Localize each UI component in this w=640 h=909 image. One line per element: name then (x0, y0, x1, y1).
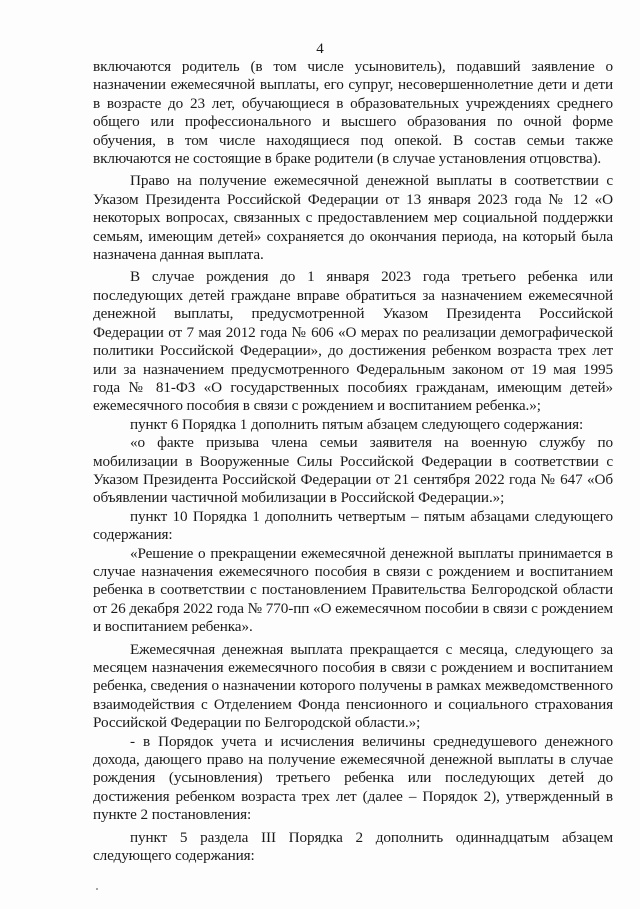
paragraph-termination-decision: «Решение о прекращении ежемесячной денежной выплаты принимается в случае назначения ежемесячного пособия в связи с рождением и воспитанием ребенка в соответствии с постановлением Правительства Белгородской области от 26 декабря 2022 года № 770-пп «О ежемесячном пособии в связи с рождением и воспитанием ребенка». (93, 544, 613, 636)
document-body (93, 58, 613, 865)
scan-speck (96, 888, 98, 890)
paragraph-right-to-payment: Право на получение ежемесячной денежной выплаты в соответствии с Указом Президента Российской Федерации от 13 января 2023 года № 12 «О некоторых вопросах, связанных с предоставлением мер социальной поддержки семьям, имеющим детей» сохраняется до окончания периода, на который была назначена данная выплата. (93, 172, 613, 264)
page-number: 4 (316, 41, 324, 57)
paragraph-family-composition: включаются родитель (в том числе усыновитель), подавший заявление о назначении ежемесячной выплаты, его супруг, несовершеннолетние дети и дети в возрасте до 23 лет, обучающиеся в образовательных учреждениях среднего общего или профессионального и высшего образования по очной форме обучения, в том числе находящиеся под опекой. В состав семьи также включаются не состоящие в браке родители (в случае установления отцовства). (93, 58, 613, 168)
paragraph-mobilization: «о факте призыва члена семьи заявителя на военную службу по мобилизации в Вооруженные Силы Российской Федерации в соответствии с Указом Президента Российской Федерации от 21 сентября 2022 года № 647 «Об объявлении частичной мобилизации в Российской Федерации.»; (93, 434, 613, 507)
paragraph-third-child-birth: В случае рождения до 1 января 2023 года третьего ребенка или последующих детей граждане вправе обратиться за назначением ежемесячной денежной выплаты, предусмотренной Указом Президента Российской Федерации от 7 мая 2012 года № 606 «О мерах по реализации демографической политики Российской Федерации», до достижения ребенком возраста трех лет или за назначением предусмотренного Федеральным законом от 19 мая 1995 года № 81-ФЗ «О государственных пособиях гражданам, имеющим детей» ежемесячного пособия в связи с рождением и воспитанием ребенка.»; (93, 268, 613, 415)
paragraph-point-6-amendment: пункт 6 Порядка 1 дополнить пятым абзацем следующего содержания: (130, 415, 584, 433)
paragraph-payment-termination: Ежемесячная денежная выплата прекращается с месяца, следующего за месяцем назначения ежемесячного пособия в связи с рождением и воспитанием ребенка, сведения о назначении которого получены в рамках межведомственного взаимодействия с Отделением Фонда пенсионного и социального страхования Российской Федерации по Белгородской области.»; (93, 640, 613, 732)
paragraph-point-10-amendment: пункт 10 Порядка 1 дополнить четвертым – пятым абзацами следующего содержания: (93, 507, 613, 544)
paragraph-point-5-amendment: пункт 5 раздела III Порядка 2 дополнить одиннадцатым абзацем следующего содержания: (93, 828, 613, 865)
paragraph-income-procedure: - в Порядок учета и исчисления величины среднедушевого денежного дохода, дающего право на получение ежемесячной денежной выплаты в случае рождения (усыновления) третьего ребенка или последующих детей до достижения ребенком возраста трех лет (далее – Порядок 2), утвержденный в пункте 2 постановления: (93, 732, 613, 824)
